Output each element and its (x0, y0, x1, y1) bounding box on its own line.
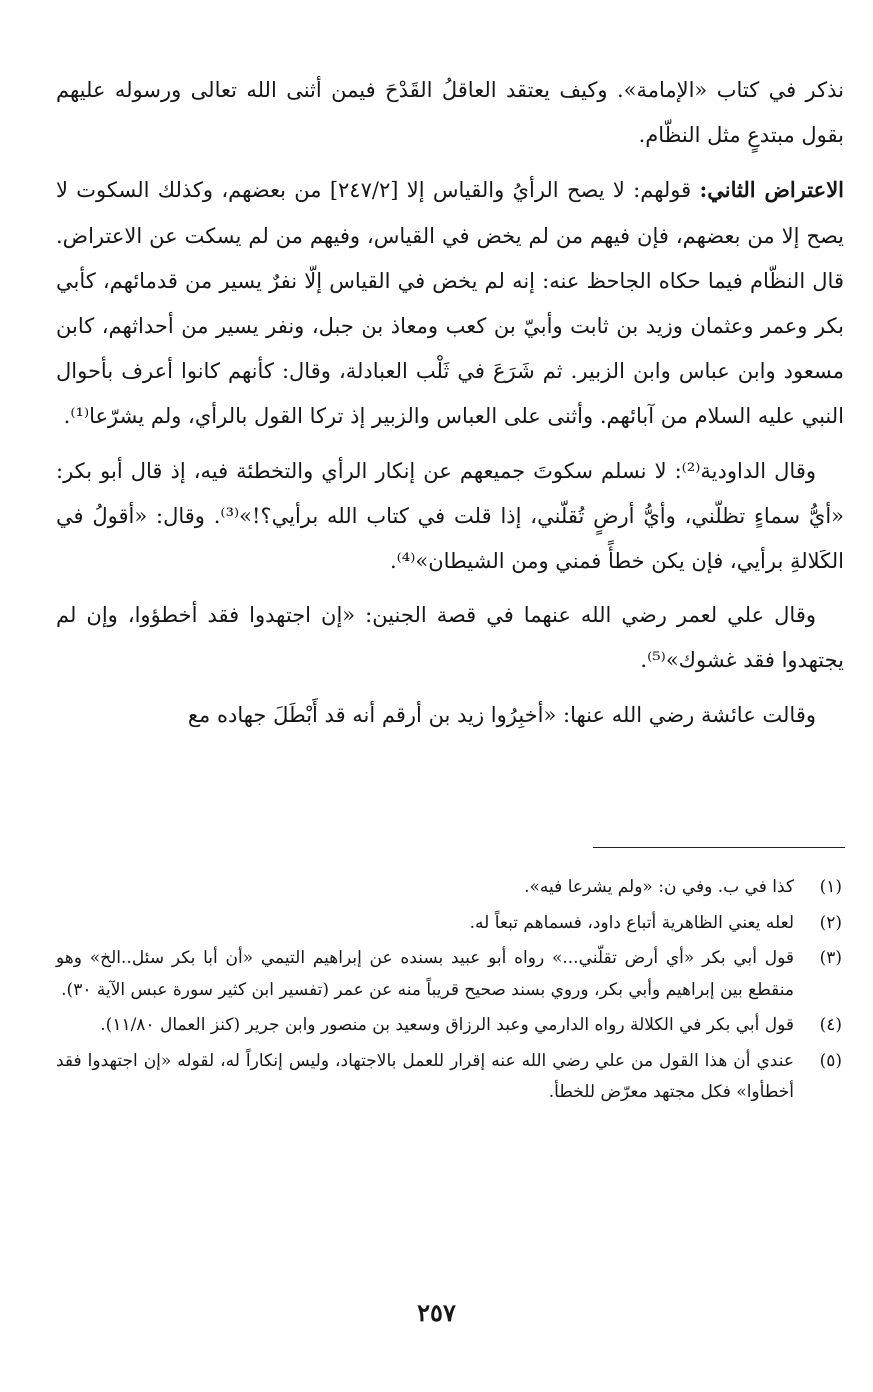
footnote-text: كذا في ب. وفي ن: «ولم يشرعا فيه». (524, 877, 794, 897)
main-text (56, 68, 844, 747)
footnote-text: قول أبي بكر «أي أرض تقلّني...» رواه أبو عبيد بسنده عن إبراهيم التيمي «أن أبا بكر سئل..الخ» وهو منقطع بين إبراهيم وأبي بكر، وروي بسند صحيح قريباً منه عن عمر (تفسير ابن كثير سورة عبس الآية ٣٠). (56, 948, 794, 1000)
footnote-text: عندي أن هذا القول من علي رضي الله عنه إقرار للعمل بالاجتهاد، وليس إنكاراً له، لقوله «إن اجتهدوا فقد أخطأوا» فكل مجتهد معرّض للخطأ. (56, 1050, 794, 1102)
page-number: ٢٥٧ (417, 1298, 456, 1327)
paragraph-4: وقال علي لعمر رضي الله عنهما في قصة الجنين: «إن اجتهدوا فقد أخطؤوا، وإن لم يجتهدوا فقد غشوك»⁽⁵⁾. (56, 603, 844, 673)
footnote-divider (593, 847, 845, 848)
footnote (56, 1010, 842, 1042)
paragraph-2-text: قولهم: لا يصح الرأيُ والقياس إلا [٢٤٧/٢] من بعضهم، وكذلك السكوت لا يصح إلا من بعضهم، فإن فيهم من لم يخض في القياس، وفيهم من لم يسكت عن الاعتراض. قال النظّام فيما حكاه الجاحظ عنه: إنه لم يخض في القياس إلّا نفرٌ يسير من قدمائهم، كأبي بكر وعمر وعثمان وزيد بن ثابت وأبيّ بن كعب ومعاذ بن جبل، ونفر يسير من أحداثهم، كابن مسعود وابن عباس وابن الزبير. ثم شَرَعَ في ثَلْب العبادلة، وقال: كأنهم كانوا أعرف بأحوال النبي عليه السلام من آبائهم. وأثنى على العباس والزبير إذ تركا القول بالرأي، ولم يشرّعا⁽¹⁾. (56, 178, 844, 429)
footnote-number: (٣) (819, 948, 842, 968)
footnotes (56, 872, 842, 1113)
footnote-number: (٢) (819, 912, 842, 933)
footnote (56, 908, 842, 940)
footnote (56, 1046, 842, 1109)
footnote (56, 872, 842, 904)
paragraph-2 (56, 167, 844, 439)
footnote-text: قول أبي بكر في الكلالة رواه الدارمي وعبد الرزاق وسعيد بن منصور وابن جرير (كنز العمال ١١/٨٠). (100, 1015, 794, 1035)
paragraph-3: وقال الداودية⁽²⁾: لا نسلم سكوتَ جميعهم عن إنكار الرأي والتخطئة فيه، إذ قال أبو بكر: «أيُّ سماءٍ تظلّني، وأيُّ أرضٍ تُقلّني، إذا قلت في كتاب الله برأيي؟!»⁽³⁾. وقال: «أقولُ في الكَلالةِ برأيي، فإن يكن خطأً فمني ومن الشيطان»⁽⁴⁾. (56, 458, 844, 574)
footnote-number: (٤) (819, 1015, 842, 1035)
footnote (56, 943, 842, 1006)
footnote-number: (٥) (819, 1050, 842, 1071)
footnote-number: (١) (819, 877, 842, 897)
paragraph-5: وقالت عائشة رضي الله عنها: «أخبِرُوا زيد بن أرقم أنه قد أَبْطَلَ جهاده مع (187, 702, 816, 727)
paragraph-2-heading: الاعتراض الثاني: (699, 177, 845, 203)
paragraph-1: نذكر في كتاب «الإمامة». وكيف يعتقد العاقلُ القَدْحَ فيمن أثنى الله تعالى ورسوله عليهم بقول مبتدعٍ مثل النظّام. (56, 78, 844, 148)
footnote-text: لعله يعني الظاهرية أتباع داود، فسماهم تبعاً له. (469, 912, 794, 933)
